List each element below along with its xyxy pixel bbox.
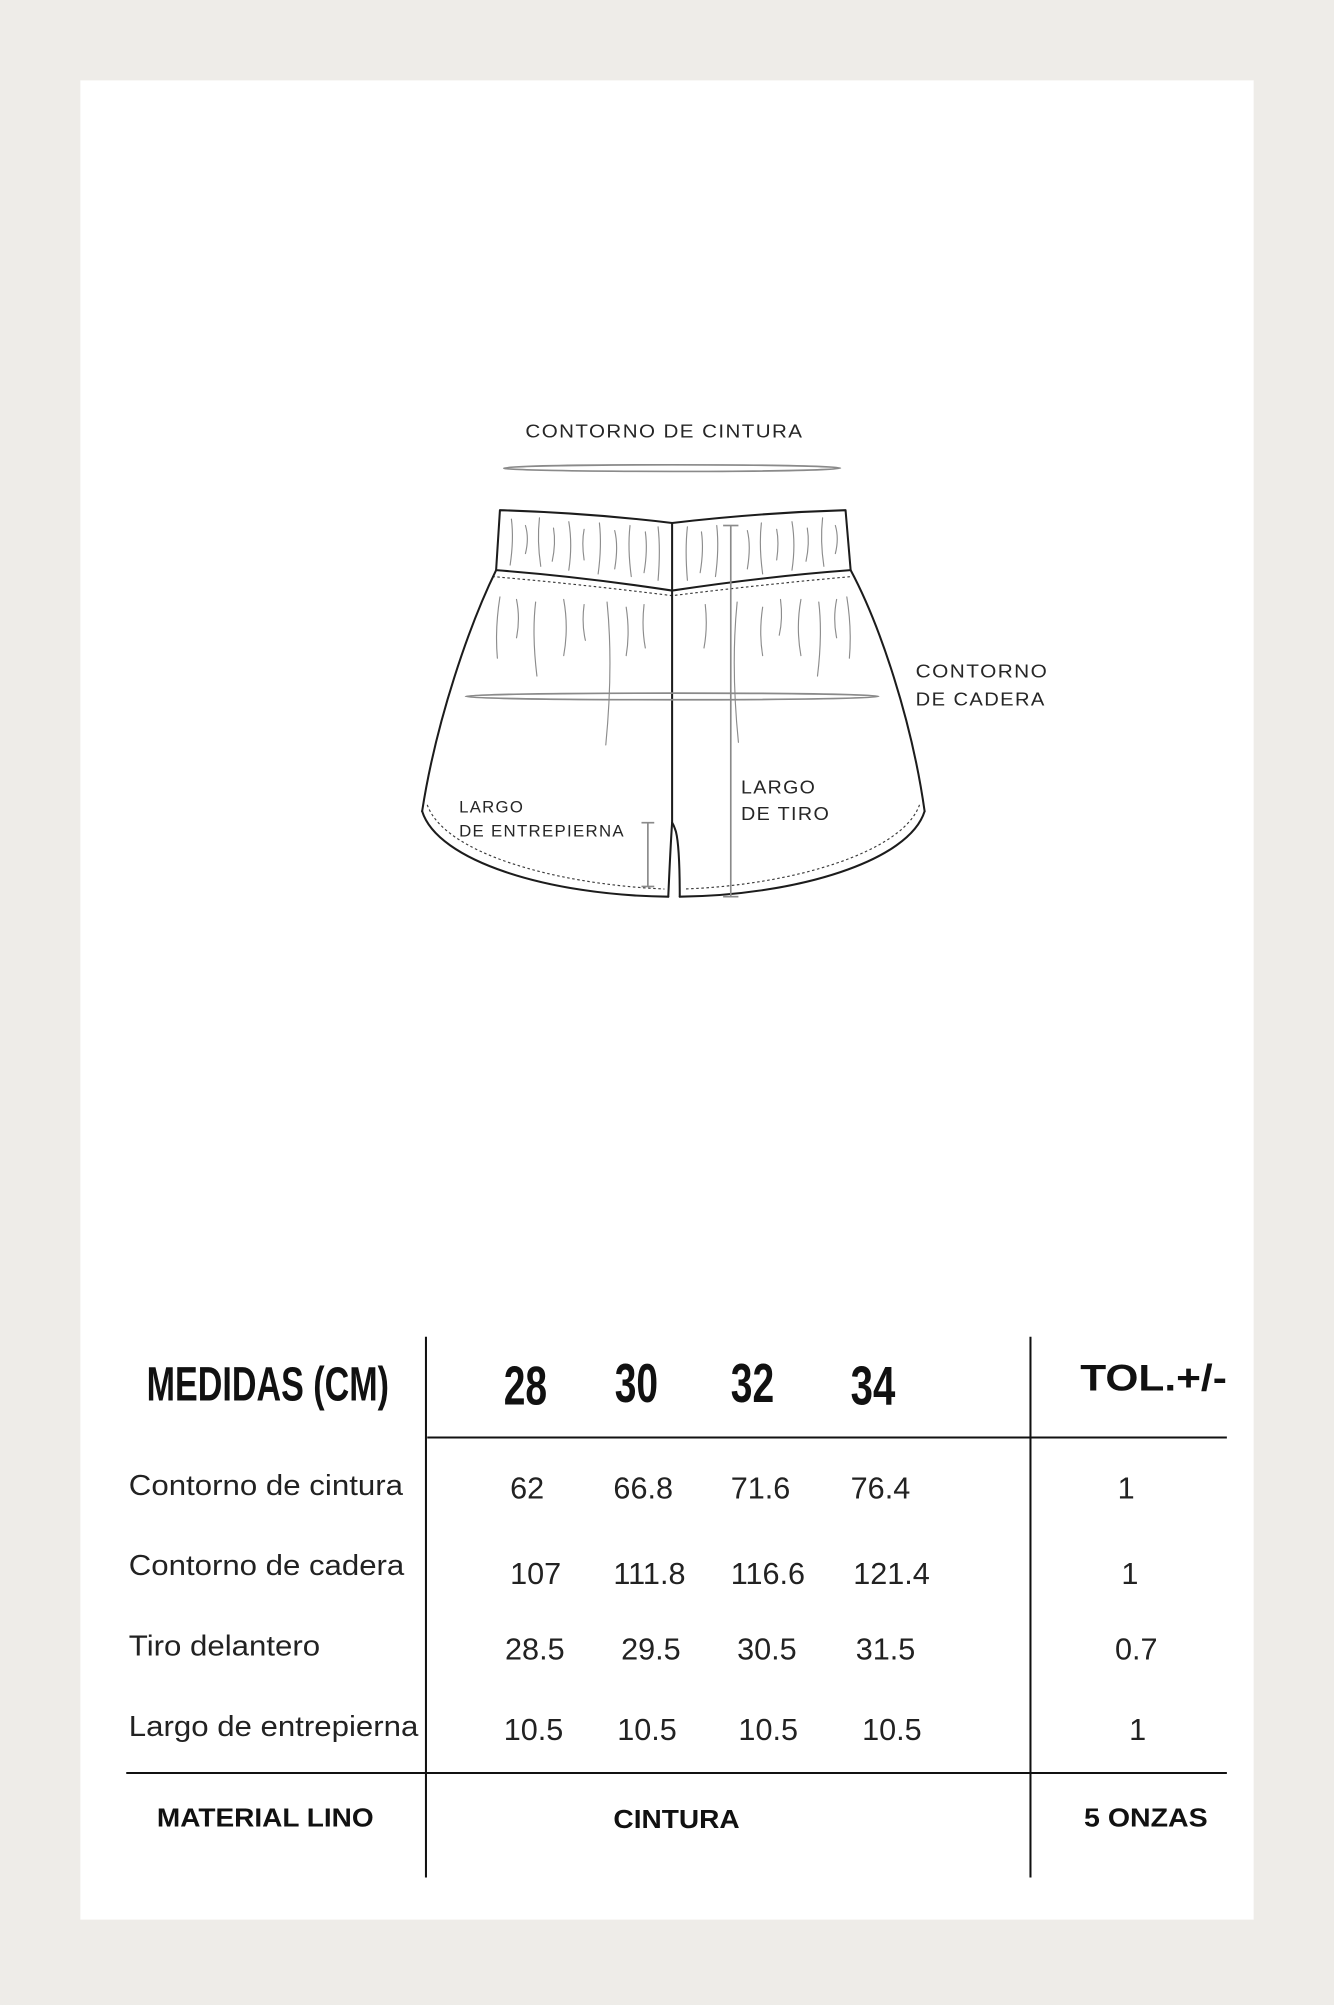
cell-value: 107: [510, 1557, 562, 1592]
rise-label-line-2: DE TIRO: [740, 803, 831, 825]
cell-value: 29.5: [621, 1632, 681, 1667]
tolerance-value: 1: [1129, 1712, 1147, 1747]
footer-material: MATERIAL LINO: [156, 1804, 374, 1833]
row-label: Tiro delantero: [128, 1630, 321, 1663]
cell-value: 71.6: [730, 1471, 791, 1506]
cell-value: 62: [510, 1471, 545, 1506]
cell-value: 10.5: [503, 1712, 564, 1747]
size-header-30: 30: [614, 1351, 659, 1414]
tolerance-value: 1: [1121, 1557, 1139, 1592]
row-label: Largo de entrepierna: [128, 1710, 419, 1743]
tolerance-value: 1: [1117, 1471, 1135, 1506]
tolerance-header: TOL.+/-: [1080, 1357, 1227, 1399]
cell-value: 10.5: [862, 1712, 922, 1747]
cell-value: 66.8: [613, 1471, 674, 1506]
hip-label-line-1: CONTORNO: [915, 660, 1049, 682]
size-header-34: 34: [850, 1354, 896, 1417]
waist-label: CONTORNO DE CINTURA: [525, 420, 804, 442]
cell-value: 31.5: [855, 1632, 916, 1667]
cell-value: 30.5: [737, 1632, 797, 1667]
cell-value: 116.6: [730, 1557, 806, 1592]
size-header-28: 28: [503, 1354, 548, 1417]
inseam-label-line-1: LARGO: [459, 797, 525, 817]
table-title: MEDIDAS (CM): [146, 1357, 389, 1412]
size-header-32: 32: [730, 1351, 775, 1414]
cell-value: 10.5: [617, 1712, 677, 1747]
cell-value: 121.4: [853, 1557, 930, 1592]
hip-label-line-2: DE CADERA: [915, 688, 1046, 710]
cell-value: 10.5: [738, 1712, 798, 1747]
footer-waist: CINTURA: [613, 1805, 740, 1834]
row-label: Contorno de cadera: [128, 1550, 405, 1583]
inseam-label-line-2: DE ENTREPIERNA: [459, 821, 625, 841]
cell-value: 111.8: [613, 1557, 686, 1592]
row-label: Contorno de cintura: [128, 1469, 404, 1502]
tolerance-value: 0.7: [1115, 1632, 1158, 1667]
rise-label-line-1: LARGO: [740, 776, 817, 798]
cell-value: 28.5: [505, 1632, 565, 1667]
footer-weight: 5 ONZAS: [1084, 1804, 1208, 1833]
cell-value: 76.4: [850, 1471, 911, 1506]
